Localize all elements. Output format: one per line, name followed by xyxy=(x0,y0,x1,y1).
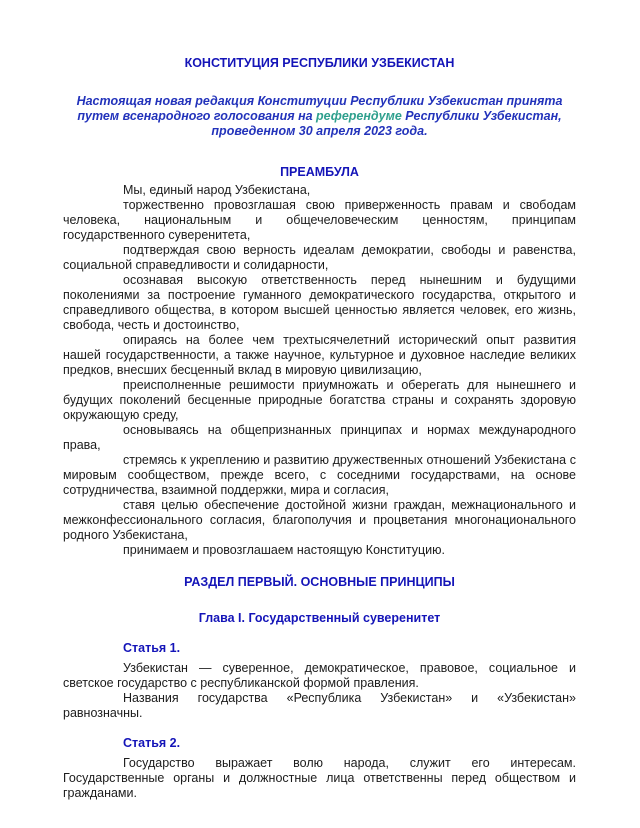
preamble-paragraph: опираясь на более чем трехтысячелетний исторический опыт развития нашей государственности, а также научное, культурное и духовное наследие великих предков, внесших бесценный вклад в мировую цивилизацию, xyxy=(63,333,576,377)
preamble-paragraph: стремясь к укреплению и развитию дружественных отношений Узбекистана с мировым сообществом, прежде всего, с соседними государствами, на основе сотрудничества, взаимной поддержки, мира и согласия, xyxy=(63,453,576,497)
article-1-label: Статья 1. xyxy=(123,641,181,655)
article-paragraph: Государство выражает волю народа, служит его интересам. Государственные органы и должностные лица ответственны перед обществом и гражданами. xyxy=(63,756,576,800)
adoption-note xyxy=(63,94,576,139)
preamble-paragraph: подтверждая свою верность идеалам демократии, свободы и равенства, социальной справедливости и солидарности, xyxy=(63,243,576,272)
article-paragraph: Узбекистан — суверенное, демократическое, правовое, социальное и светское государство с республиканской формой правления. xyxy=(63,661,576,690)
adoption-note-text-before: Настоящая новая редакция Конституции Республики Узбекистан принята путем всенародного голосования на xyxy=(76,94,563,123)
adoption-note-text-after: Республики Узбекистан, проведенном 30 апреля 2023 года. xyxy=(211,109,562,138)
preamble-paragraph: торжественно провозглашая свою приверженность правам и свободам человека, национальным и общечеловеческим ценностям, принципам государственного суверенитета, xyxy=(63,198,576,242)
preamble-paragraph: Мы, единый народ Узбекистана, xyxy=(123,183,311,197)
article-2-label: Статья 2. xyxy=(123,736,181,750)
referendum-link[interactable]: референдуме xyxy=(316,109,402,123)
document-title: КОНСТИТУЦИЯ РЕСПУБЛИКИ УЗБЕКИСТАН xyxy=(184,56,455,70)
preamble-paragraph: осознавая высокую ответственность перед нынешним и будущими поколениями за построение гуманного демократического государства, открытого и справедливого общества, в котором высшей ценностью является человек, его жизнь, свобода, честь и достоинство, xyxy=(63,273,576,332)
preamble-paragraph: ставя целью обеспечение достойной жизни граждан, межнационального и межконфессионального согласия, благополучия и процветания многонационального родного Узбекистана, xyxy=(63,498,576,542)
preamble-paragraph: преисполненные решимости приумножать и оберегать для нынешнего и будущих поколений бесценные природные богатства страны и сохранять здоровую окружающую среду, xyxy=(63,378,576,422)
chapter-heading: Глава I. Государственный суверенитет xyxy=(198,611,441,625)
preamble-paragraph: основываясь на общепризнанных принципах и нормах международного права, xyxy=(63,423,576,452)
article-paragraph: Названия государства «Республика Узбекистан» и «Узбекистан» равнозначны. xyxy=(63,691,576,720)
preamble-paragraph: принимаем и провозглашаем настоящую Конституцию. xyxy=(123,543,445,557)
section-heading: РАЗДЕЛ ПЕРВЫЙ. ОСНОВНЫЕ ПРИНЦИПЫ xyxy=(184,575,455,589)
preamble-heading: ПРЕАМБУЛА xyxy=(280,165,359,179)
